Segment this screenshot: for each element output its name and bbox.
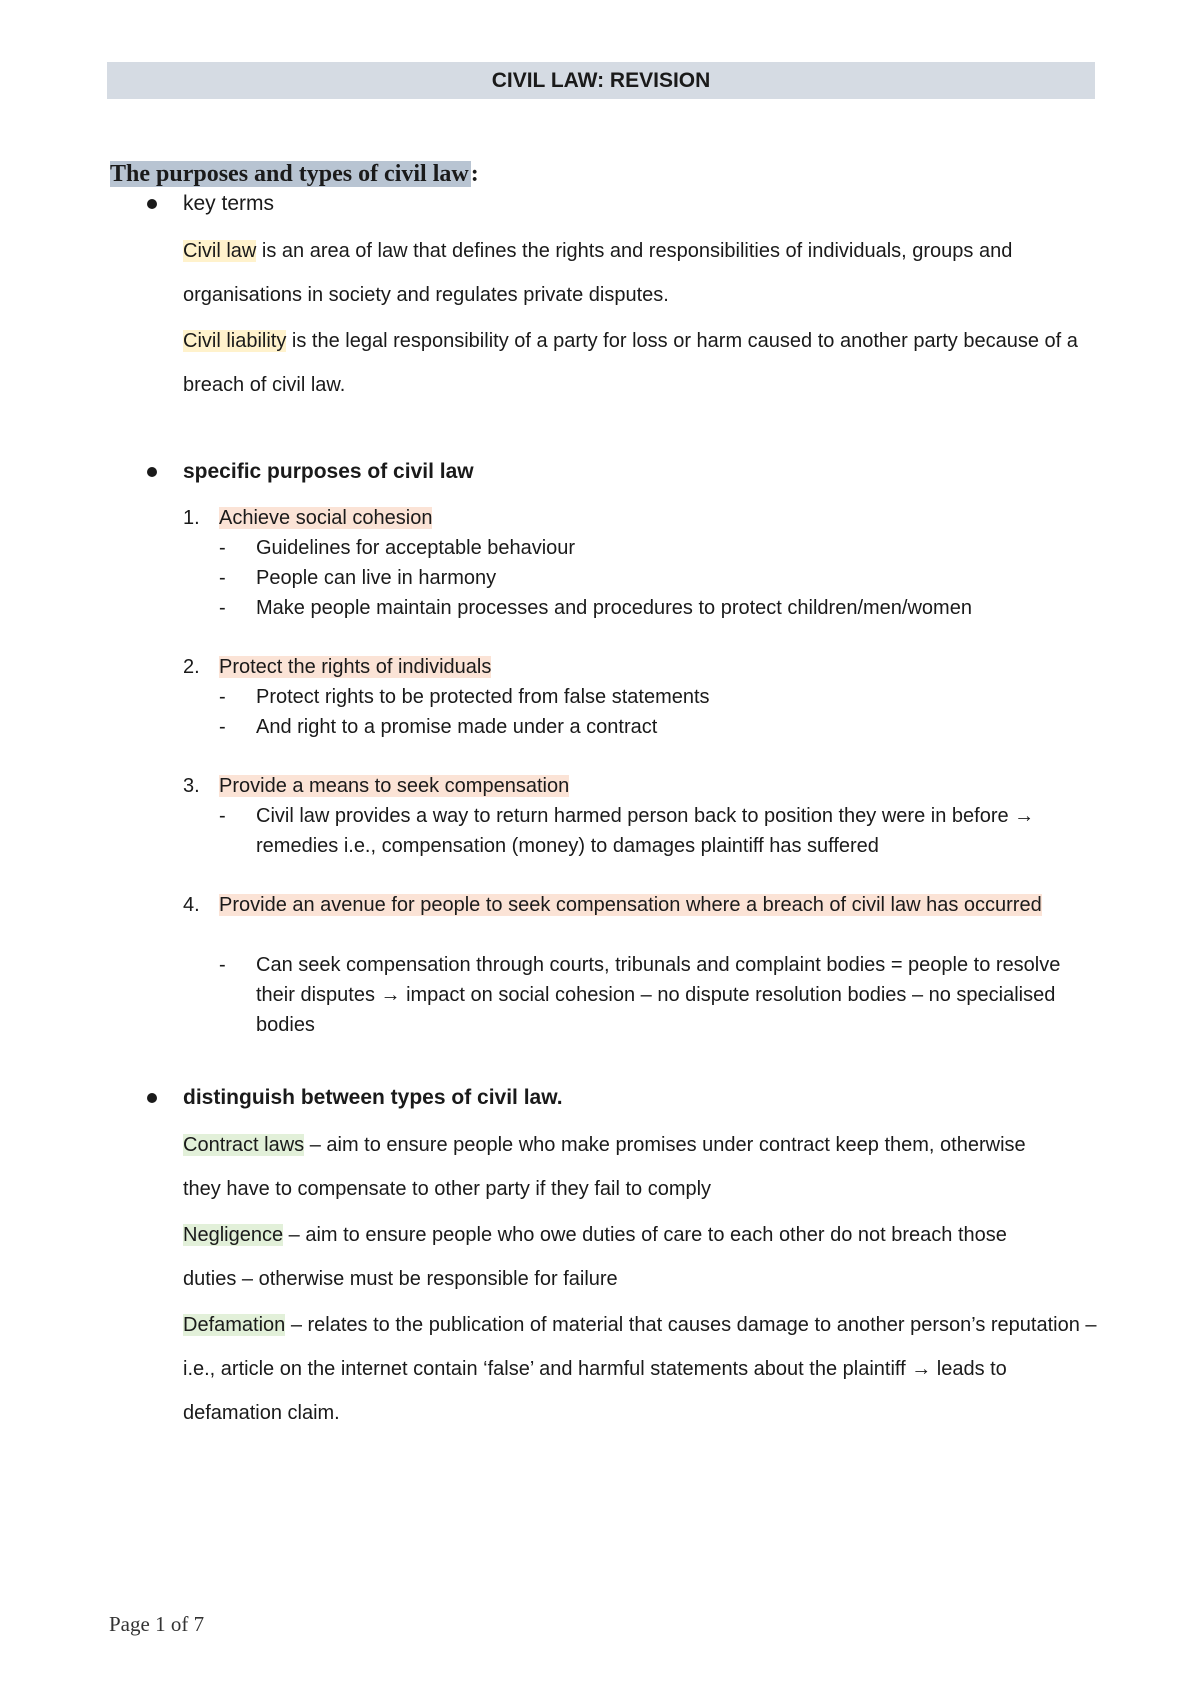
- document-title: CIVIL LAW: REVISION: [107, 62, 1095, 99]
- purpose-2-subpoints: [219, 682, 1099, 742]
- purpose-number: 2.: [183, 656, 200, 678]
- negligence-definition-text: – aim to ensure people who owe duties of care to each other do not breach those duties – otherwise must be responsible for failure: [183, 1224, 1007, 1290]
- subpoint: - Guidelines for acceptable behaviour: [219, 537, 576, 559]
- subpoint: - Make people maintain processes and procedures to protect children/men/women: [219, 597, 972, 619]
- purpose-3-subpoints: [219, 801, 1079, 861]
- term-negligence: Negligence: [183, 1224, 284, 1246]
- term-civil-law: Civil law: [183, 240, 257, 262]
- purpose-4-subpoints: [219, 950, 1079, 1040]
- purpose-title: Provide a means to seek compensation: [219, 775, 570, 797]
- term-contract-laws: Contract laws: [183, 1134, 305, 1156]
- bullet-key-terms: key terms: [183, 190, 274, 218]
- page-number: Page 1 of 7: [109, 1612, 205, 1636]
- purpose-1-subpoints: [219, 533, 1099, 623]
- negligence-definition: [183, 1213, 1043, 1301]
- civil-liability-definition-text: is the legal responsibility of a party for loss or harm caused to another party because of a breach of civil law.: [183, 330, 1078, 396]
- purpose-title: Provide an avenue for people to seek compensation where a breach of civil law has occurred: [219, 894, 1042, 916]
- civil-law-definition-text: is an area of law that defines the rights and responsibilities of individuals, groups and organisations in society and regulates private disputes.: [183, 240, 1013, 306]
- section-heading-text: The purposes and types of civil law: [110, 161, 469, 187]
- purpose-title: Protect the rights of individuals: [219, 656, 492, 678]
- section-heading-colon: :: [470, 161, 479, 187]
- defamation-definition: [183, 1303, 1103, 1435]
- bullet-types-of-civil-law: distinguish between types of civil law.: [183, 1084, 563, 1112]
- subpoint: - Can seek compensation through courts, tribunals and complaint bodies = people to resolve their disputes → impact on social cohesion – no dispute resolution bodies – no specialised bodies: [219, 954, 1061, 1036]
- purpose-number: 1.: [183, 507, 200, 529]
- purpose-item-4: [183, 890, 1063, 920]
- purpose-number: 4.: [183, 894, 200, 916]
- term-defamation: Defamation: [183, 1314, 286, 1336]
- term-civil-liability: Civil liability: [183, 330, 287, 352]
- subpoint: - People can live in harmony: [219, 567, 497, 589]
- contract-laws-definition-text: – aim to ensure people who make promises under contract keep them, otherwise they have to compensate to other party if they fail to comply: [183, 1134, 1026, 1200]
- purpose-number: 3.: [183, 775, 200, 797]
- subpoint: - And right to a promise made under a contract: [219, 716, 658, 738]
- purpose-item-1: [183, 503, 1083, 533]
- subpoint: - Civil law provides a way to return harmed person back to position they were in before → remedies i.e., compensation (money) to damages plaintiff has suffered: [219, 805, 1035, 857]
- purpose-item-3: [183, 771, 1083, 801]
- section-heading: [110, 158, 479, 190]
- subpoint: - Protect rights to be protected from false statements: [219, 686, 710, 708]
- civil-liability-definition: [183, 319, 1103, 407]
- contract-laws-definition: [183, 1123, 1043, 1211]
- purpose-item-2: [183, 652, 1083, 682]
- bullet-specific-purposes: specific purposes of civil law: [183, 458, 474, 486]
- defamation-definition-text: – relates to the publication of material that causes damage to another person’s reputation – i.e., article on the internet contain ‘false’ and harmful statements about the plaintiff → leads to defamation claim.: [183, 1314, 1097, 1424]
- civil-law-definition: [183, 229, 1103, 317]
- purpose-title: Achieve social cohesion: [219, 507, 433, 529]
